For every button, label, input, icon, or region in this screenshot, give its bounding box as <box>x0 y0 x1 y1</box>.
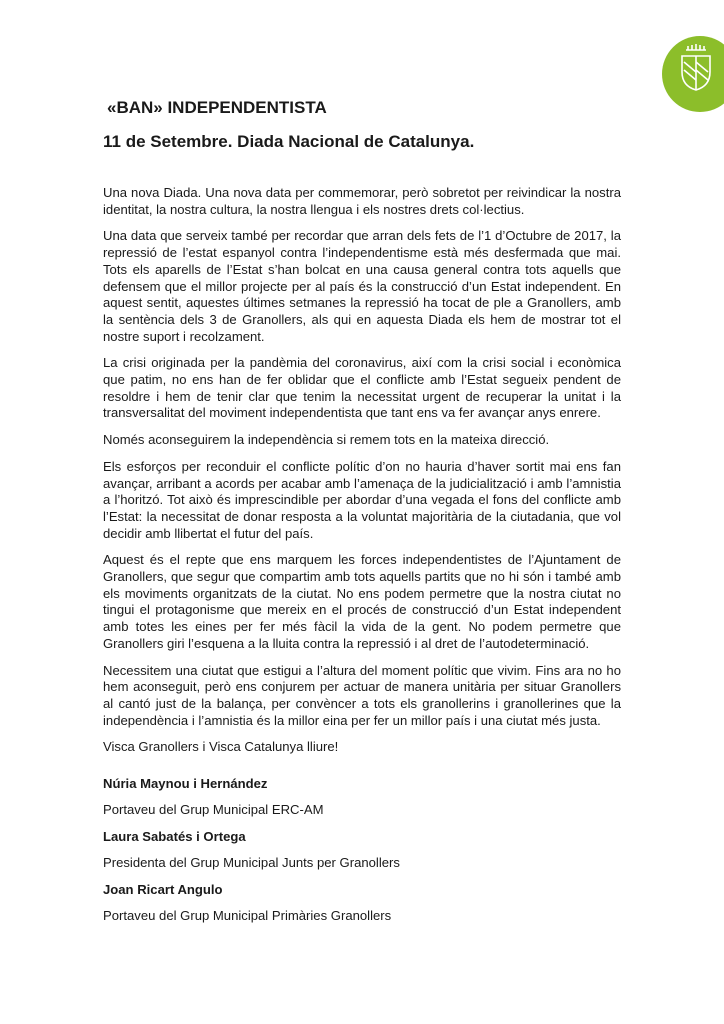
paragraph: Els esforços per reconduir el conflicte polític d’on no hauria d’haver sortit mai ens fan avançar, arribant a acords per acabar amb l’amenaça de la judicialització i amb l’amnistia a l’horitzó. Tot això és imprescindible per abordar d’una vegada el fons del conflicte amb l’Estat: la necessitat de donar resposta a la voluntat majoritària de la ciutadania, que vol decidir amb llibertat el futur del país. <box>103 458 621 541</box>
paragraph: Només aconseguirem la independència si remem tots en la mateixa direcció. <box>103 432 550 448</box>
signatory-role: Portaveu del Grup Municipal Primàries Granollers <box>103 908 392 924</box>
signatory-name: Núria Maynou i Hernández <box>103 776 268 792</box>
signatures <box>103 776 621 924</box>
paragraph: Aquest és el repte que ens marquem les forces independentistes de l’Ajuntament de Granollers, que segur que compartim amb tots aquells partits que no hi són i també amb els moviments organitzats de la ciutat. No ens podem permetre que la nostra ciutat no tingui el protagonisme que mereix en el procés de construcció d’un Estat independent amb totes les eines per fer més fàcil la vida de la gent. No podem permetre que Granollers giri l’esquena a la lluita contra la repressió i al dret de l’autodeterminació. <box>103 552 621 651</box>
paragraph: Una nova Diada. Una nova data per commemorar, però sobretot per reivindicar la nostra identitat, la nostra cultura, la nostra llengua i els nostres drets col·lectius. <box>103 185 621 217</box>
signatory-role: Portaveu del Grup Municipal ERC-AM <box>103 802 324 818</box>
signatory-name: Joan Ricart Angulo <box>103 882 223 898</box>
document-subtitle: 11 de Setembre. Diada Nacional de Catalunya. <box>103 132 475 151</box>
paragraph: Necessitem una ciutat que estigui a l’altura del moment polític que vivim. Fins ara no ho hem aconseguit, però ens conjurem per actuar de manera unitària per situar Granollers al cantó just de la balança, per convèncer a tots els granollerins i granollerines que la independència i l’amnistia és la millor eina per fer un millor país i una ciutat més justa. <box>103 662 621 728</box>
document-title: «BAN» INDEPENDENTISTA <box>107 98 327 117</box>
signatory-name: Laura Sabatés i Ortega <box>103 829 246 845</box>
granollers-coat-of-arms-icon <box>676 40 716 100</box>
paragraph: Una data que serveix també per recordar que arran dels fets de l’1 d’Octubre de 2017, la repressió de l’estat espanyol contra l’independentisme està més desfermada que mai. Tots els aparells de l’Estat s’han bolcat en una causa general contra tots aquells que defensem que el millor projecte per al país és la construcció d’un Estat independent. En aquest sentit, aquestes últimes setmanes la repressió ha tocat de ple a Granollers, amb la sentència dels 3 de Granollers, als qui en aquesta Diada els hem de mostrar tot el nostre suport i recolzament. <box>103 228 621 344</box>
signatory-role: Presidenta del Grup Municipal Junts per Granollers <box>103 855 400 871</box>
document-body <box>103 185 621 935</box>
paragraph: La crisi originada per la pandèmia del coronavirus, així com la crisi social i econòmica que patim, no ens han de fer oblidar que el conflicte amb l’Estat segueix pendent de resoldre i hem de tenir clar que tenim la necessitat urgent de recuperar la unitat i la transversalitat del moviment independentista que tant ens va fer avançar anys enrere. <box>103 355 621 421</box>
closing-line: Visca Granollers i Visca Catalunya lliure! <box>103 739 339 755</box>
logo <box>662 36 724 112</box>
